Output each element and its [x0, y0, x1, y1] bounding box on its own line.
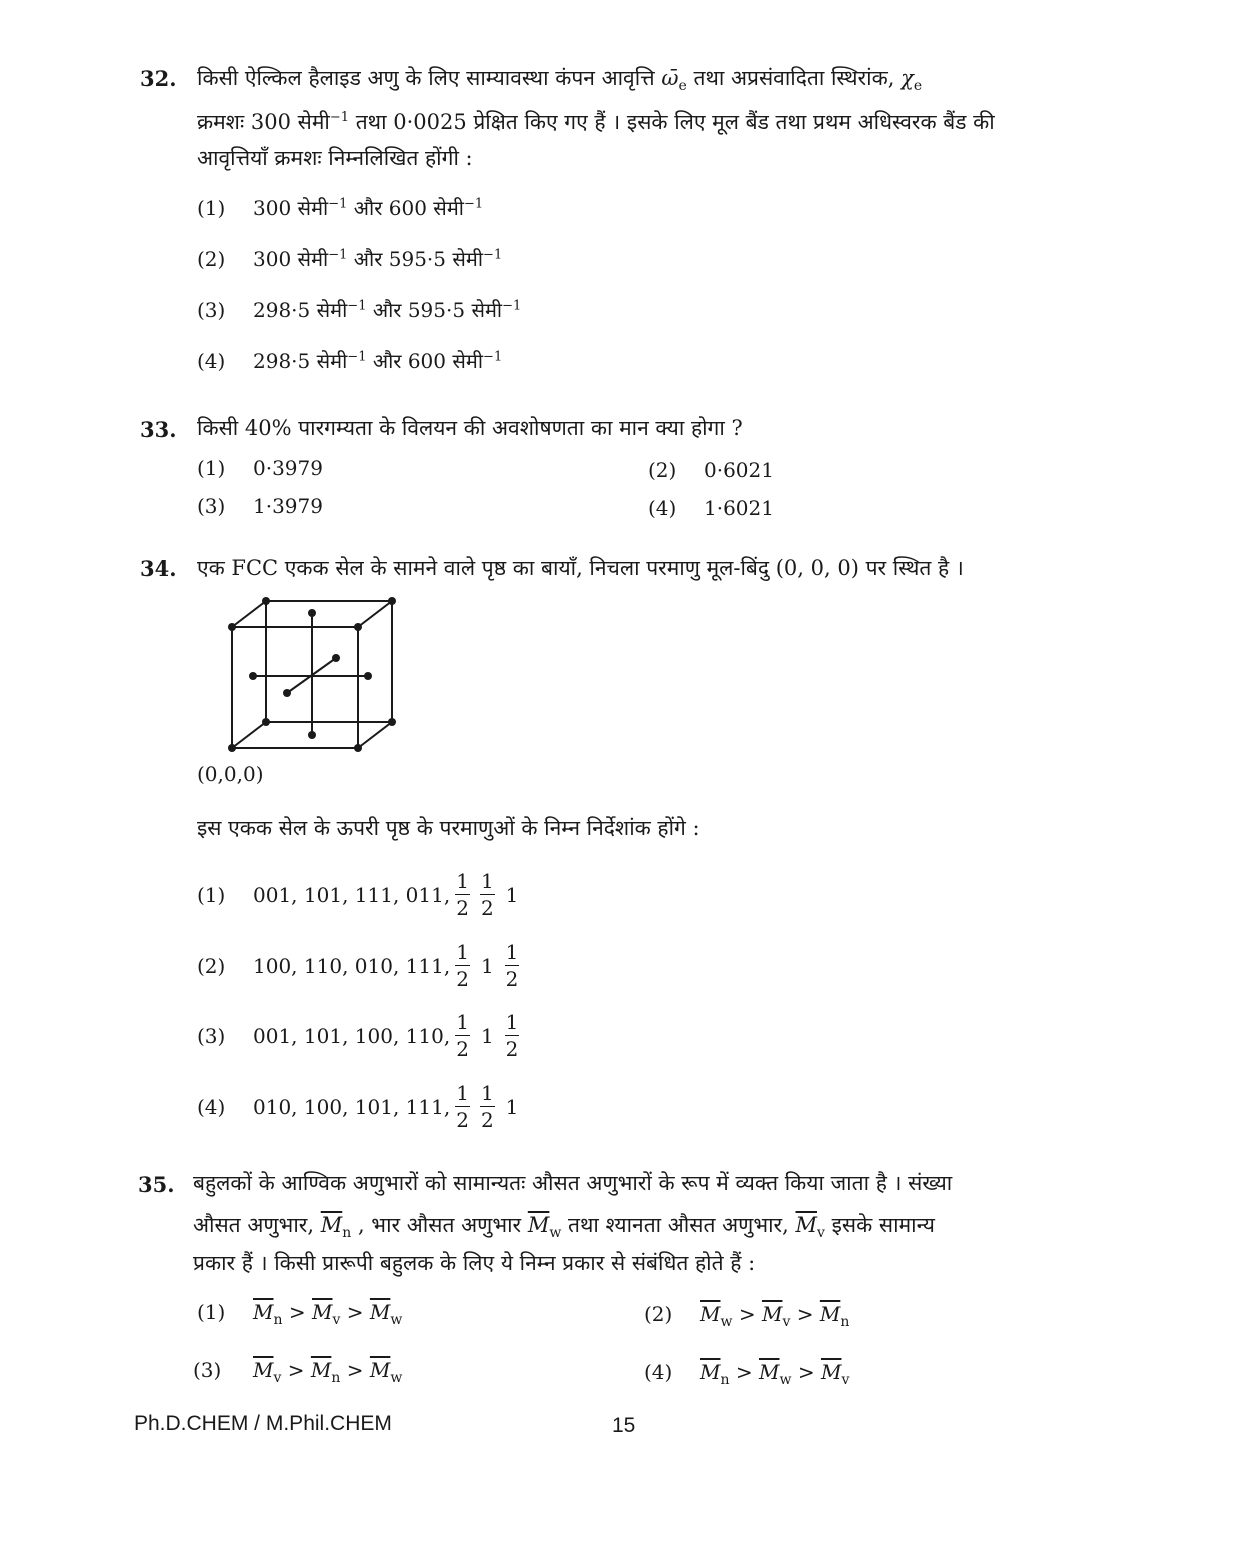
fraction: $\frac{1}{2}$: [480, 869, 494, 920]
question-text-line: क्रमशः 300 सेमी$^{-1}$ तथा 0·0025 प्रेक्षित किए गए हैं । इसके लिए मूल बैंड तथा प्रथम अधिस्वरक बैंड की: [197, 110, 995, 134]
fraction: $\frac{1}{2}$: [505, 940, 519, 991]
origin-label: (0,0,0): [197, 762, 264, 786]
question-text-line: आवृत्तियाँ क्रमशः निम्नलिखित होंगी :: [197, 146, 473, 170]
question-text-line: किसी ऐल्किल हैलाइड अणु के लिए साम्यावस्था कंपन आवृत्ति $\omegā_e$ तथा अप्रसंवादिता स्थिरांक, $\chi_e$: [197, 66, 923, 95]
fraction: $\frac{1}{2}$: [456, 869, 469, 920]
question-prompt: इस एकक सेल के ऊपरी पृष्ठ के परमाणुओं के निम्न निर्देशांक होंगे :: [197, 816, 700, 840]
option-2[interactable]: (2) 0·6021: [648, 458, 774, 482]
question-number: 35.: [138, 1172, 175, 1197]
question-number: 34.: [140, 556, 177, 581]
question-text-line: बहुलकों के आण्विक अणुभारों को सामान्यतः औसत अणुभारों के रूप में व्यक्त किया जाता है । संख्या: [193, 1171, 953, 1195]
question-text: किसी 40% पारगम्यता के विलयन की अवशोषणता का मान क्या होगा ?: [197, 416, 743, 440]
question-number: 32.: [140, 66, 177, 91]
option-1[interactable]: (1) $\overline{M}_n > \overline{M}_v > \overline{M}_w$: [197, 1300, 403, 1328]
option-3[interactable]: (3) 298·5 सेमी$^{-1}$ और 595·5 सेमी$^{-1}$: [197, 298, 522, 322]
option-3[interactable]: (3) 1·3979: [197, 494, 323, 518]
question-text-line: औसत अणुभार, $\overline{M}_n$ , भार औसत अणुभार $\overline{M}_w$ तथा श्यानता औसत अणुभार, $\overline{M}_v$ इसके सामान्य: [193, 1213, 935, 1242]
option-4[interactable]: (4) $\overline{M}_n > \overline{M}_w > \overline{M}_v$: [644, 1360, 850, 1388]
option-3[interactable]: (3) $\overline{M}_v > \overline{M}_n > \overline{M}_w$: [193, 1358, 403, 1386]
option-1[interactable]: (1) 300 सेमी$^{-1}$ और 600 सेमी$^{-1}$: [197, 196, 484, 220]
fraction: $\frac{1}{2}$: [480, 1081, 494, 1132]
question-text: एक FCC एकक सेल के सामने वाले पृष्ठ का बायाँ, निचला परमाणु मूल-बिंदु (0, 0, 0) पर स्थित है ।: [197, 556, 964, 580]
question-text-line: प्रकार हैं । किसी प्रारूपी बहुलक के लिए ये निम्न प्रकार से संबंधित होते हैं :: [193, 1251, 756, 1275]
fraction: $\frac{1}{2}$: [456, 1010, 469, 1061]
option-4[interactable]: (4) 1·6021: [648, 496, 774, 520]
option-2[interactable]: (2) $\overline{M}_w > \overline{M}_v > \overline{M}_n$: [644, 1302, 850, 1330]
question-number: 33.: [140, 417, 177, 442]
option-2[interactable]: (2) 300 सेमी$^{-1}$ और 595·5 सेमी$^{-1}$: [197, 247, 503, 271]
fraction: $\frac{1}{2}$: [456, 1081, 469, 1132]
fcc-unit-cell-diagram: [210, 585, 420, 765]
fraction: $\frac{1}{2}$: [456, 940, 469, 991]
option-2[interactable]: (2) 100, 110, 010, 111, $\frac{1}{2}$ 1 $\frac{1}{2}$: [197, 940, 519, 991]
fraction: $\frac{1}{2}$: [505, 1010, 519, 1061]
option-1[interactable]: (1) 0·3979: [197, 456, 323, 480]
option-4[interactable]: (4) 298·5 सेमी$^{-1}$ और 600 सेमी$^{-1}$: [197, 349, 503, 373]
footer-course-code: Ph.D.CHEM / M.Phil.CHEM: [134, 1412, 392, 1435]
option-4[interactable]: (4) 010, 100, 101, 111, $\frac{1}{2}$ $\frac{1}{2}$ 1: [197, 1081, 519, 1132]
option-3[interactable]: (3) 001, 101, 100, 110, $\frac{1}{2}$ 1 $\frac{1}{2}$: [197, 1010, 519, 1061]
option-1[interactable]: (1) 001, 101, 111, 011, $\frac{1}{2}$ $\frac{1}{2}$ 1: [197, 869, 519, 920]
page-number: 15: [612, 1414, 636, 1437]
